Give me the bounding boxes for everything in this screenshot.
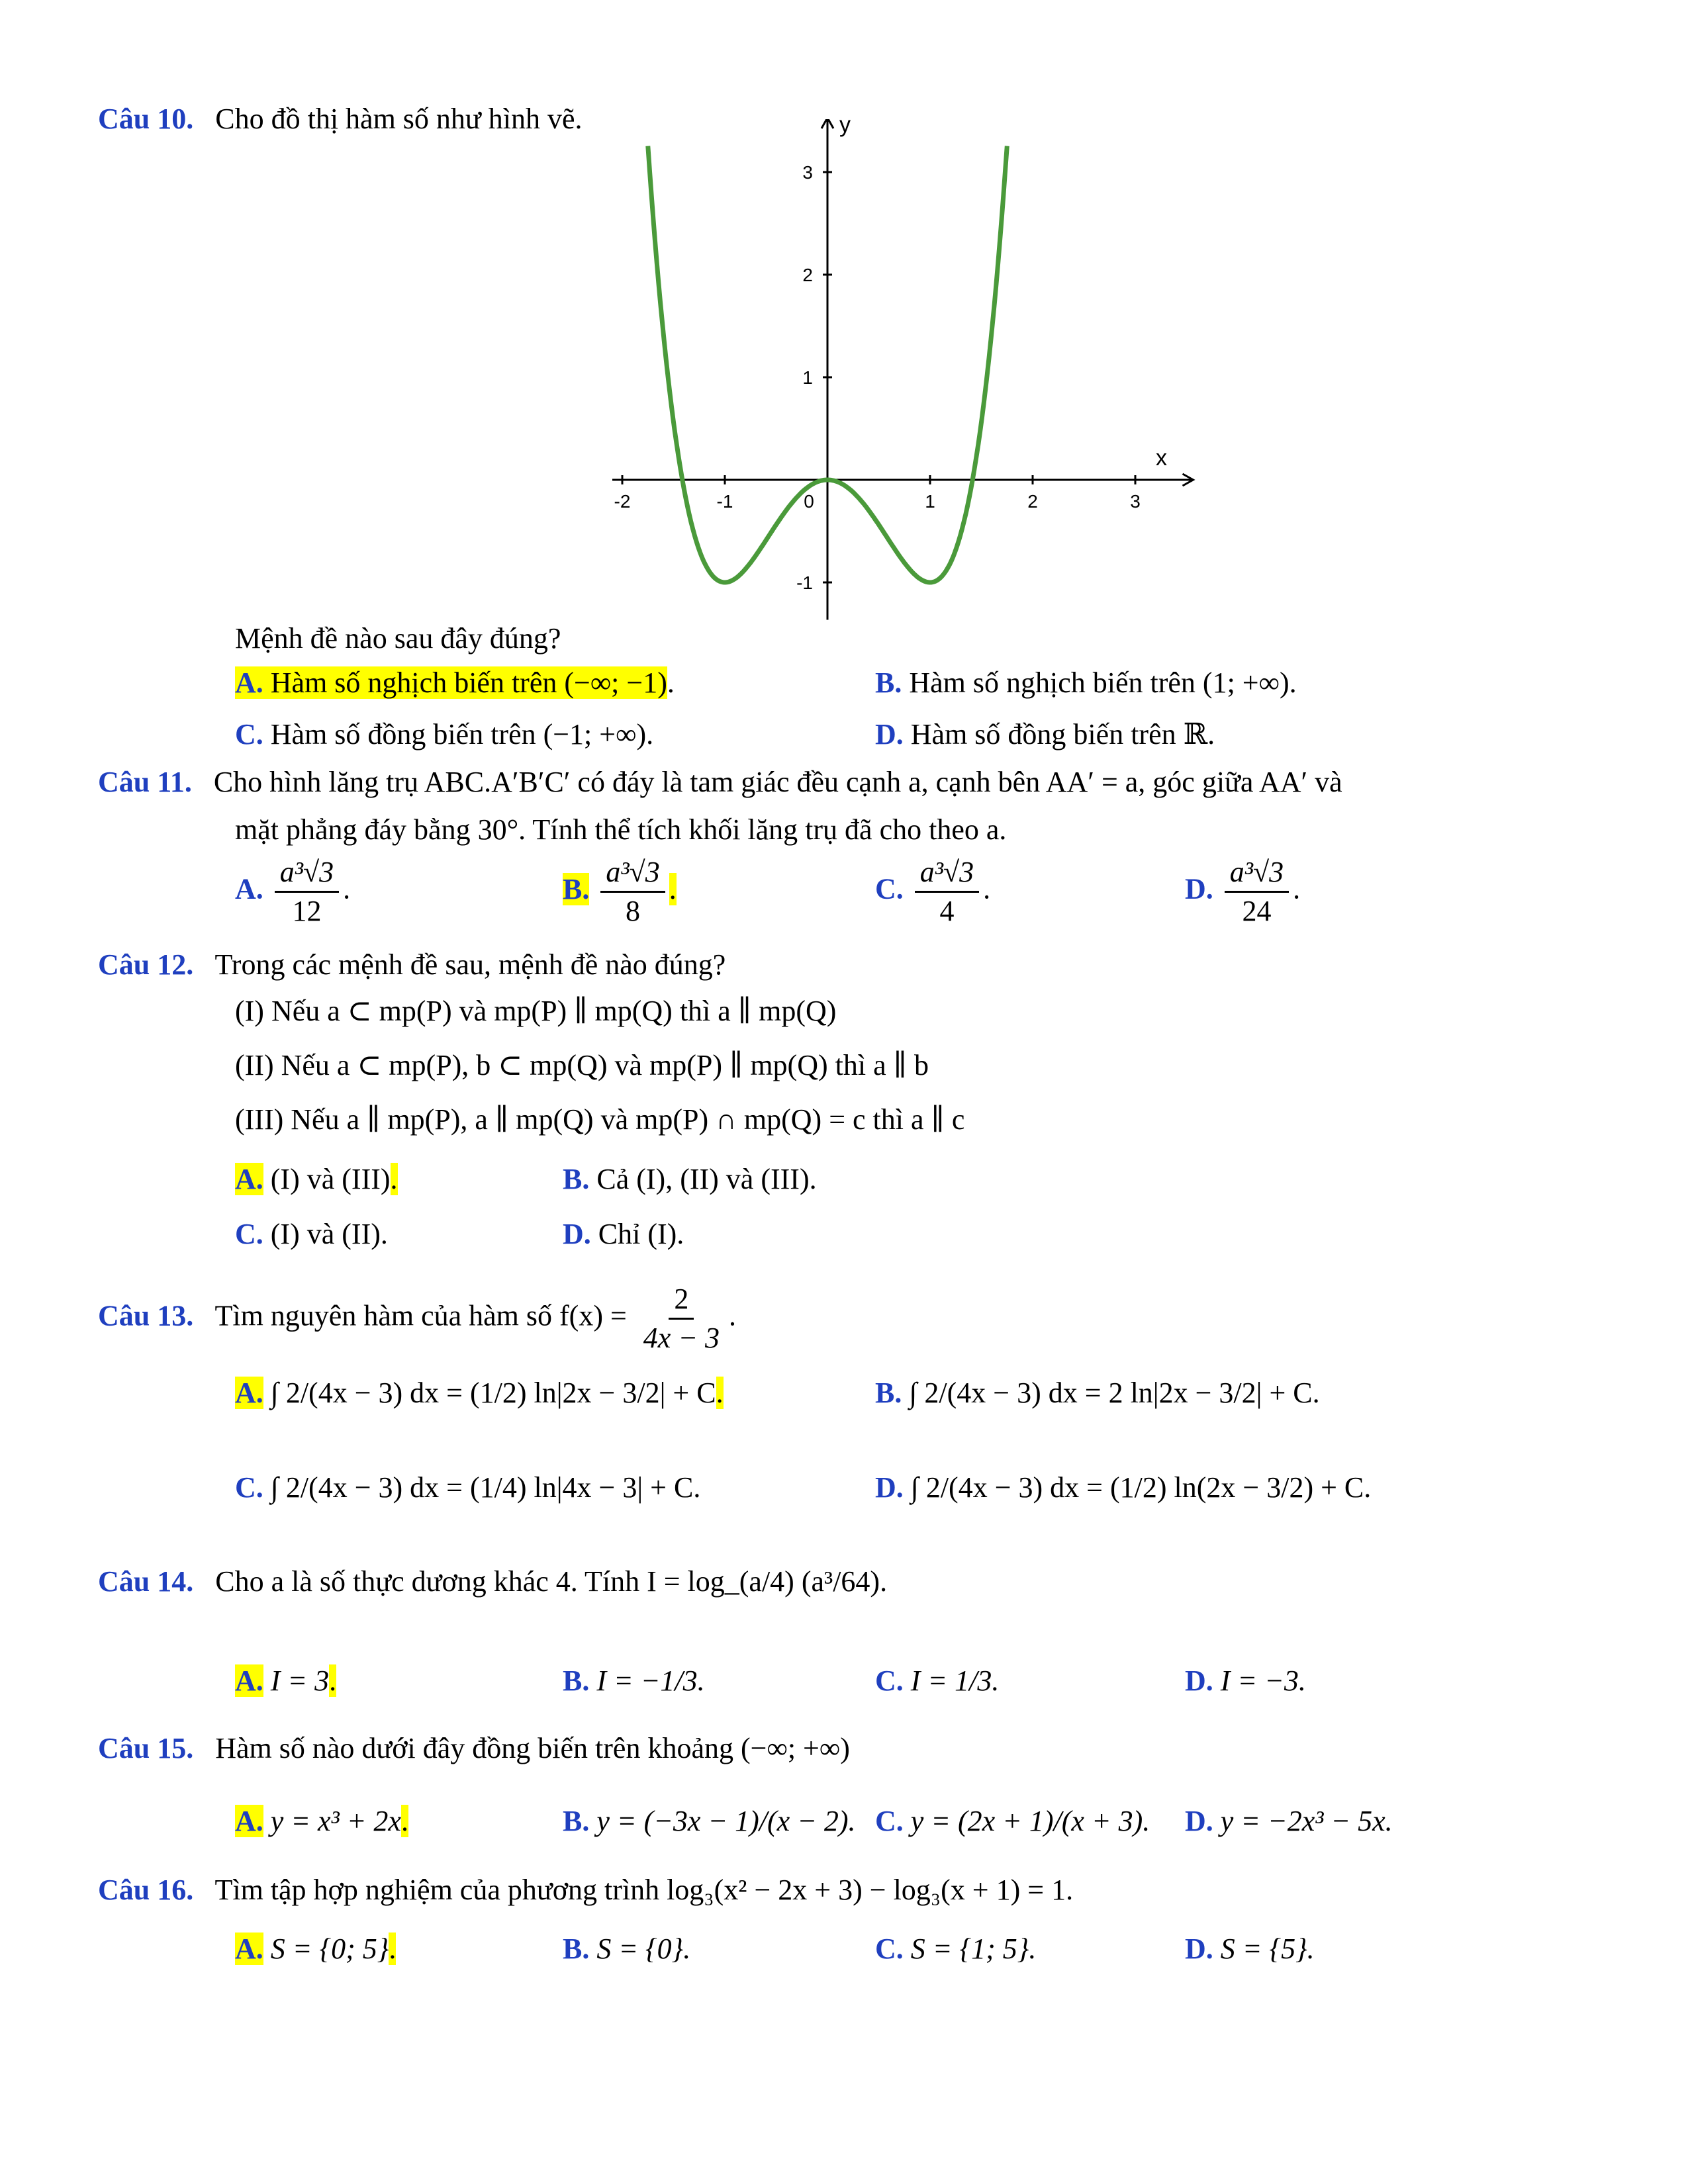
option-label: B.: [563, 1933, 590, 1965]
x-tick-label: 1: [925, 491, 935, 512]
option-label: D.: [1185, 872, 1213, 905]
q14-option-d[interactable]: [1185, 1661, 1306, 1701]
option-label: C.: [235, 718, 263, 751]
x-tick-label: -2: [614, 491, 631, 512]
option-label: D.: [875, 718, 904, 751]
q10-label: Câu 10.: [98, 103, 194, 135]
q15-stem: [98, 1729, 850, 1768]
q12-option-d[interactable]: [563, 1214, 684, 1254]
q16-option-a[interactable]: A. S = {0; 5}.: [235, 1933, 397, 1965]
q11-option-c[interactable]: C. $\frac{\text{a³√3}}{4}$ .: [875, 854, 990, 930]
option-label: A.: [235, 1805, 263, 1837]
x-tick-label: 0: [804, 491, 814, 512]
q11-stem-line2: mặt phẳng đáy bằng 30°. Tính thể tích khối lăng trụ đã cho theo a.: [235, 813, 1007, 846]
option-text: ∫ 2/(4x − 3) dx = (1/2) ln|2x − 3/2| + C: [270, 1377, 716, 1409]
option-text: y = (−3x − 1)/(x − 2).: [596, 1805, 856, 1837]
q13-label: Câu 13.: [98, 1299, 194, 1332]
option-text: S = {5}.: [1220, 1933, 1315, 1965]
option-text: Hàm số nghịch biến trên (−∞; −1): [270, 666, 667, 699]
y-tick-label: -1: [796, 572, 813, 593]
option-text: I = 1/3.: [910, 1664, 1000, 1697]
x-tick-label: 2: [1027, 491, 1038, 512]
x-tick-label: 3: [1130, 491, 1141, 512]
option-text: Hàm số đồng biến trên (−1; +∞).: [270, 718, 654, 751]
q14-option-c[interactable]: [875, 1661, 999, 1701]
option-label: C.: [875, 1664, 904, 1697]
q12-statement-2: (II) Nếu a ⊂ mp(P), b ⊂ mp(Q) và mp(P) ∥ mp(Q) thì a ∥ b: [235, 1049, 929, 1081]
option-label: B.: [563, 872, 590, 905]
option-label: C.: [235, 1218, 263, 1250]
fraction-denominator: 24: [1242, 895, 1272, 927]
q11-option-a[interactable]: A. $\frac{\text{a³√3}}{12}$ .: [235, 854, 350, 930]
fraction-numerator: a³√3: [275, 854, 339, 893]
option-label: B.: [875, 1377, 902, 1409]
x-tick-label: -1: [716, 491, 733, 512]
q11-option-b[interactable]: B. $\frac{\text{a³√3}}{8}$ .: [563, 854, 677, 930]
y-tick-label: 3: [802, 162, 813, 183]
q16-label: Câu 16.: [98, 1874, 194, 1906]
option-text: ∫ 2/(4x − 3) dx = (1/2) ln(2x − 3/2) + C.: [910, 1471, 1372, 1504]
option-label: A.: [235, 1377, 263, 1409]
q13-option-c[interactable]: [235, 1468, 700, 1508]
q13-option-a[interactable]: A. ∫ 2/(4x − 3) dx = (1/2) ln|2x − 3/2| + C.: [235, 1377, 724, 1409]
option-text: Hàm số nghịch biến trên (1; +∞).: [909, 666, 1297, 699]
q14-option-b[interactable]: [563, 1661, 705, 1701]
y-tick-label: 1: [802, 367, 813, 388]
option-text: I = −3.: [1220, 1664, 1306, 1697]
option-label: A.: [235, 1933, 263, 1965]
option-label: C.: [875, 1805, 904, 1837]
q15-option-d[interactable]: [1185, 1801, 1393, 1841]
option-text: y = x³ + 2x: [270, 1805, 401, 1837]
y-axis-label: y: [839, 119, 851, 138]
option-text: S = {0; 5}: [270, 1933, 389, 1965]
fraction-numerator: a³√3: [1225, 854, 1289, 893]
q13-option-d[interactable]: [875, 1468, 1371, 1508]
q14-option-a[interactable]: A. I = 3.: [235, 1664, 337, 1697]
q10-text: Cho đồ thị hàm số như hình vẽ.: [215, 103, 583, 135]
q11-text-1: Cho hình lăng trụ ABC.A′B′C′ có đáy là tam giác đều cạnh a, cạnh bên AA′ = a, góc giữa AA′ và: [213, 766, 1342, 798]
q15-label: Câu 15.: [98, 1732, 194, 1764]
q10-option-d[interactable]: [875, 715, 1215, 754]
option-label: A.: [235, 1163, 263, 1195]
option-label: A.: [235, 872, 263, 905]
option-text: Cả (I), (II) và (III).: [596, 1163, 817, 1195]
option-label: C.: [875, 872, 904, 905]
q12-option-c[interactable]: [235, 1214, 388, 1254]
option-label: B.: [563, 1163, 590, 1195]
q16-option-c[interactable]: [875, 1929, 1036, 1969]
option-label: A.: [235, 1664, 263, 1697]
fraction-denominator: 4: [939, 895, 955, 927]
option-text: S = {1; 5}.: [910, 1933, 1037, 1965]
q14-text: Cho a là số thực dương khác 4. Tính I = log_(a/4) (a³/64).: [215, 1565, 888, 1598]
q16-option-b[interactable]: [563, 1929, 690, 1969]
q10-prompt: Mệnh đề nào sau đây đúng?: [235, 622, 561, 655]
q15-option-a[interactable]: A. y = x³ + 2x.: [235, 1805, 408, 1837]
option-label: D.: [875, 1471, 904, 1504]
fraction-numerator: a³√3: [915, 854, 979, 893]
fraction-numerator: a³√3: [600, 854, 665, 893]
q10-option-c[interactable]: [235, 715, 653, 754]
q13-option-b[interactable]: [875, 1373, 1320, 1413]
option-text: (I) và (III): [270, 1163, 391, 1195]
y-tick-label: 2: [802, 265, 813, 285]
q15-text: Hàm số nào dưới đây đồng biến trên khoảng (−∞; +∞): [215, 1732, 850, 1764]
q12-label: Câu 12.: [98, 948, 194, 981]
option-label: B.: [563, 1664, 590, 1697]
q16-option-d[interactable]: [1185, 1929, 1315, 1969]
q10-option-b[interactable]: [875, 663, 1297, 703]
fraction-denominator: 8: [626, 895, 641, 927]
q12-statement-3: (III) Nếu a ∥ mp(P), a ∥ mp(Q) và mp(P) ∩ mp(Q) = c thì a ∥ c: [235, 1103, 965, 1136]
option-label: D.: [1185, 1664, 1213, 1697]
q16-text: Tìm tập hợp nghiệm của phương trình log₃(x² − 2x + 3) − log₃(x + 1) = 1.: [214, 1874, 1074, 1906]
option-text: y = −2x³ − 5x.: [1220, 1805, 1393, 1837]
option-text: ∫ 2/(4x − 3) dx = (1/4) ln|4x − 3| + C.: [270, 1471, 701, 1504]
option-text: y = (2x + 1)/(x + 3).: [910, 1805, 1150, 1837]
option-text: Hàm số đồng biến trên ℝ.: [910, 718, 1215, 751]
option-text: S = {0}.: [596, 1933, 691, 1965]
option-text: (I) và (II).: [270, 1218, 388, 1250]
x-axis-label: x: [1156, 445, 1167, 471]
option-text: ∫ 2/(4x − 3) dx = 2 ln|2x − 3/2| + C.: [909, 1377, 1320, 1409]
option-text: I = 3: [270, 1664, 330, 1697]
option-label: D.: [1185, 1805, 1213, 1837]
q11-option-d[interactable]: D. $\frac{\text{a³√3}}{24}$ .: [1185, 854, 1300, 930]
fraction-denominator: 12: [292, 895, 322, 927]
q16-stem: [98, 1870, 1073, 1910]
q14-label: Câu 14.: [98, 1565, 194, 1598]
q10-option-a[interactable]: A. Hàm số nghịch biến trên (−∞; −1).: [235, 666, 675, 699]
q14-stem: [98, 1562, 887, 1602]
option-label: C.: [235, 1471, 263, 1504]
q12-text: Trong các mệnh đề sau, mệnh đề nào đúng?: [214, 948, 726, 981]
option-label: D.: [1185, 1933, 1213, 1965]
option-text: I = −1/3.: [596, 1664, 705, 1697]
q10-stem: [98, 99, 583, 139]
option-label: C.: [875, 1933, 904, 1965]
option-label: D.: [563, 1218, 591, 1250]
q12-option-b[interactable]: [563, 1160, 817, 1199]
option-label: B.: [875, 666, 902, 699]
q13-stem: Câu 13. Tìm nguyên hàm của hàm số f(x) = $\frac{2}{4x - 3}$ .: [98, 1281, 736, 1357]
option-text: Chỉ (I).: [598, 1218, 684, 1250]
fraction-numerator: 2: [669, 1281, 694, 1320]
q15-option-b[interactable]: [563, 1801, 856, 1841]
q13-text: Tìm nguyên hàm của hàm số f(x) =: [214, 1299, 627, 1332]
q12-stem: [98, 945, 726, 985]
q12-option-a[interactable]: A. (I) và (III).: [235, 1163, 398, 1195]
function-graph: [583, 119, 1218, 635]
option-label: B.: [563, 1805, 590, 1837]
q12-statement-1: (I) Nếu a ⊂ mp(P) và mp(P) ∥ mp(Q) thì a ∥ mp(Q): [235, 995, 837, 1027]
option-label: A.: [235, 666, 263, 699]
q11-stem-line1: [98, 762, 1342, 802]
fraction-denominator: 4x − 3: [643, 1322, 720, 1354]
q15-option-c[interactable]: [875, 1801, 1150, 1841]
q11-label: Câu 11.: [98, 766, 192, 798]
